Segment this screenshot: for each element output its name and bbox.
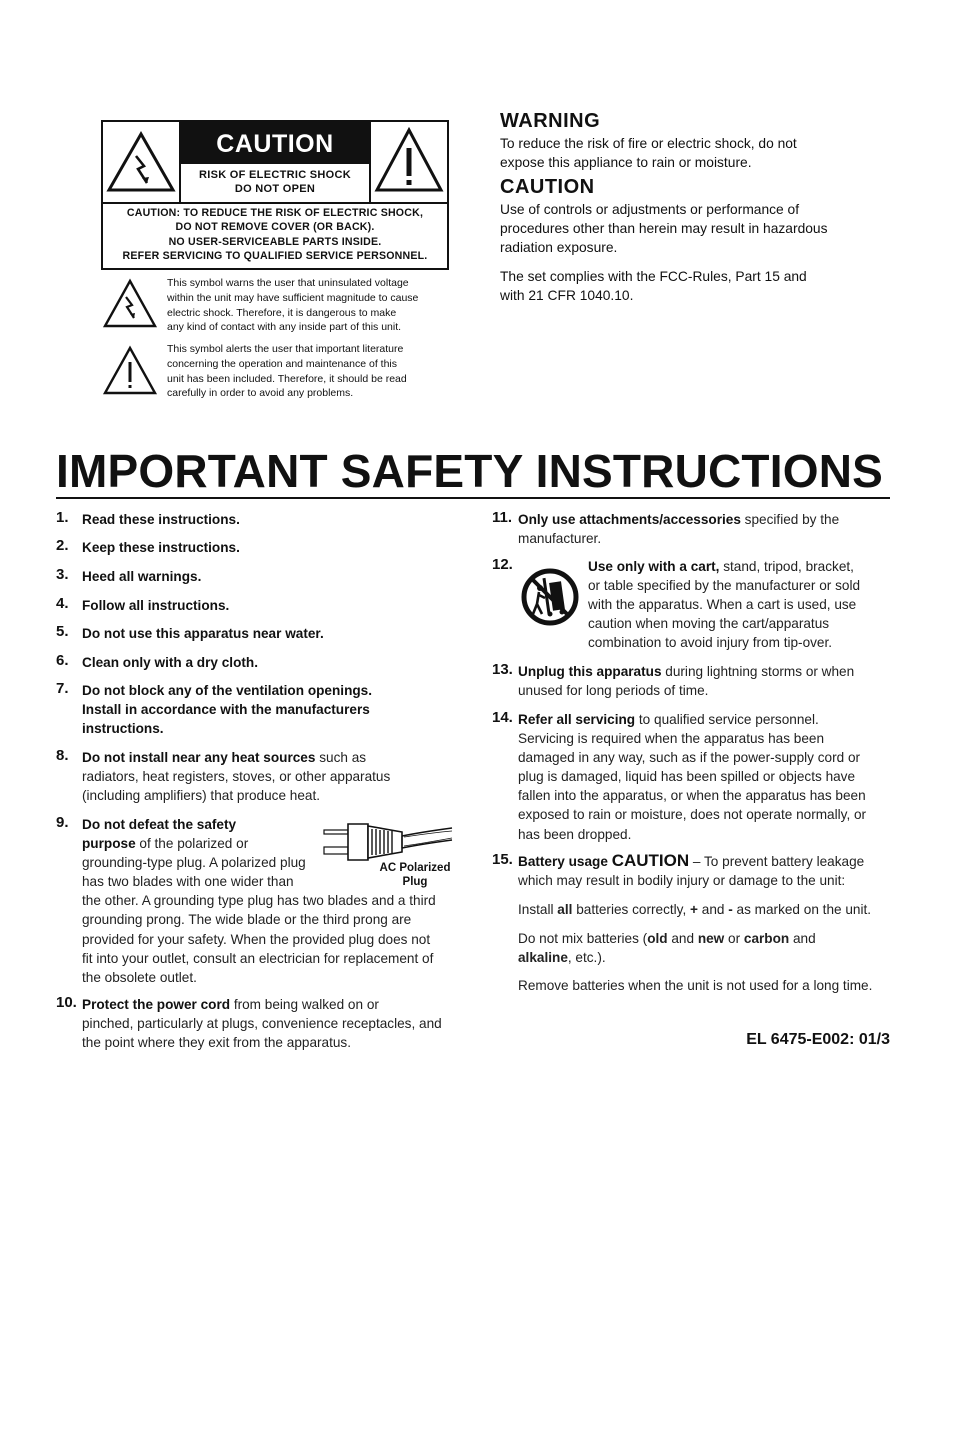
battery-install-note	[518, 900, 871, 919]
text-line: Use of controls or adjustments or performance of	[500, 202, 800, 217]
description-line: unit has been included. Therefore, it should be read	[167, 372, 407, 385]
instruction-text: caution when moving the cart/apparatus	[588, 616, 830, 632]
instruction-text: Follow all instructions.	[82, 598, 230, 613]
note-bold: all	[557, 902, 573, 917]
item-number: 10.	[56, 994, 77, 1011]
instruction-text: during lightning storms or when	[661, 664, 855, 679]
description-line: any kind of contact with any inside part of this unit.	[167, 321, 402, 334]
instruction-text: stand, tripod, bracket,	[719, 559, 854, 574]
instruction-bold: purpose	[82, 836, 136, 852]
ac-polarized-plug-icon	[322, 820, 454, 867]
instruction-bold: Refer all servicing	[518, 712, 636, 727]
item-number: 11.	[492, 509, 513, 526]
item-number: 8.	[56, 747, 69, 764]
note-text: and	[667, 931, 698, 946]
item-number: 14.	[492, 709, 513, 726]
risk-line-2: DO NOT OPEN	[234, 183, 316, 195]
risk-line-1: RISK OF ELECTRIC SHOCK	[198, 169, 352, 181]
text-line: The set complies with the FCC-Rules, Part 15 and	[500, 269, 807, 284]
note-bold: alkaline	[518, 950, 568, 966]
instruction-bold: Do not defeat the safety	[82, 817, 237, 832]
instruction-text: Do not use this apparatus near water.	[82, 626, 324, 641]
caption-line: Plug	[402, 876, 428, 888]
battery-caution-label: CAUTION	[611, 851, 690, 870]
description-line: This symbol warns the user that uninsulated voltage	[167, 277, 409, 289]
instruction-text: pinched, particularly at plugs, convenience receptacles, and	[82, 1016, 442, 1032]
caution-banner: CAUTION	[181, 122, 369, 164]
instruction-14	[518, 710, 866, 844]
instruction-text: has been dropped.	[518, 826, 632, 842]
lightning-symbol-icon	[102, 278, 158, 335]
instruction-text: – To prevent battery leakage	[689, 854, 865, 869]
instruction-text: the other. A grounding type plug has two blades and a third	[82, 893, 436, 909]
exclamation-symbol-icon	[102, 345, 158, 402]
instruction-10	[82, 995, 442, 1052]
instruction-text: manufacturer.	[518, 531, 602, 547]
caution-text-line: DO NOT REMOVE COVER (OR BACK).	[175, 221, 375, 234]
caption-line: AC Polarized	[379, 862, 451, 874]
warning-text	[500, 134, 797, 172]
instruction-text: fit into your outlet, consult an electrician for replacement of	[82, 950, 434, 966]
instruction-text: radiators, heat registers, stoves, or other apparatus	[82, 769, 391, 785]
instruction-text: instructions.	[82, 721, 164, 737]
lightning-warning-icon	[103, 122, 181, 202]
instruction-text: fallen into the apparatus, or when the apparatus has been	[518, 788, 866, 804]
instruction-text: such as	[315, 750, 367, 765]
instruction-text: with the apparatus. When a cart is used, use	[588, 597, 857, 613]
instruction-text: combination to avoid injury from tip-over.	[588, 635, 833, 651]
text-line: To reduce the risk of fire or electric shock, do not	[500, 136, 797, 151]
description-line: concerning the operation and maintenance of this	[167, 357, 397, 370]
instruction-12	[588, 557, 860, 652]
instruction-text: to qualified service personnel.	[635, 712, 819, 727]
note-text: and	[697, 902, 729, 917]
text-line: expose this appliance to rain or moisture.	[500, 155, 752, 171]
instruction-bold: Protect the power cord	[82, 997, 231, 1012]
caution-text-line: NO USER-SERVICEABLE PARTS INSIDE.	[168, 235, 382, 248]
instruction-text: from being walked on or	[230, 997, 379, 1012]
instruction-text: (including amplifiers) that produce heat.	[82, 788, 321, 804]
fcc-compliance-text	[500, 267, 807, 305]
instruction-text: grounding prong. The wide blade or the third prong are	[82, 912, 412, 928]
instruction-text: has two blades with one wider than	[82, 874, 294, 890]
cart-tipover-icon	[518, 568, 582, 631]
instruction-bold: Only use attachments/accessories	[518, 512, 741, 527]
note-text: batteries correctly,	[572, 902, 691, 917]
instruction-4	[82, 596, 229, 615]
warning-heading: WARNING	[500, 110, 601, 132]
instruction-text: Servicing is required when the apparatus has been	[518, 731, 825, 747]
item-number: 13.	[492, 661, 513, 678]
instruction-text: Keep these instructions.	[82, 540, 240, 555]
instruction-text: specified by the	[740, 512, 840, 527]
note-bold: +	[690, 902, 698, 917]
instruction-6	[82, 653, 258, 672]
instruction-text: unused for long periods of time.	[518, 683, 709, 699]
item-number: 9.	[56, 814, 69, 831]
instruction-bold: Do not install near any heat sources	[82, 750, 316, 765]
instruction-text: grounding-type plug. A polarized plug	[82, 855, 306, 871]
item-number: 4.	[56, 595, 69, 612]
instruction-bold: Use only with a cart,	[588, 559, 720, 574]
caution-heading: CAUTION	[500, 176, 595, 198]
instruction-text: the point where they exit from the apparatus.	[82, 1035, 352, 1051]
note-bold: new	[697, 931, 725, 946]
item-number: 2.	[56, 537, 69, 554]
caution-text-line: REFER SERVICING TO QUALIFIED SERVICE PERSONNEL.	[122, 249, 428, 262]
item-number: 6.	[56, 652, 69, 669]
note-text: , etc.).	[567, 950, 606, 966]
caution-label-text	[103, 206, 447, 263]
instruction-text: or table specified by the manufacturer or sold	[588, 578, 861, 594]
instruction-text: which may result in bodily injury or damage to the unit:	[518, 873, 846, 889]
instruction-text: Read these instructions.	[82, 512, 240, 527]
instruction-text: provided for your safety. When the provided plug does not	[82, 931, 431, 947]
exclamation-symbol-description	[167, 342, 457, 401]
instruction-text: damaged in any way, such as if the power-supply cord or	[518, 750, 861, 766]
item-number: 5.	[56, 623, 69, 640]
description-line: carefully in order to avoid any problems.	[167, 387, 354, 400]
text-line: with 21 CFR 1040.10.	[500, 288, 634, 304]
lightning-symbol-description	[167, 276, 457, 335]
description-line: within the unit may have sufficient magnitude to cause	[167, 291, 419, 304]
note-bold: -	[728, 902, 733, 917]
caution-label-top	[103, 122, 447, 204]
instruction-15	[518, 851, 864, 890]
instruction-11	[518, 510, 839, 548]
note-bold: old	[647, 931, 668, 946]
item-number: 12.	[492, 556, 513, 573]
instruction-text: the obsolete outlet.	[82, 969, 197, 985]
text-line: procedures other than herein may result in hazardous	[500, 221, 828, 237]
caution-label-center	[181, 122, 369, 202]
instruction-8	[82, 748, 390, 805]
instruction-text: Do not block any of the ventilation openings.	[82, 683, 373, 698]
note-bold: carbon	[743, 931, 790, 946]
text-line: radiation exposure.	[500, 240, 618, 256]
note-text: as marked on the unit.	[732, 902, 872, 917]
description-line: This symbol alerts the user that important literature	[167, 343, 404, 355]
exclamation-warning-icon	[369, 122, 447, 202]
instruction-text: plug is damaged, liquid has been spilled or objects have	[518, 769, 856, 785]
item-number: 7.	[56, 680, 69, 697]
note-text: Install	[518, 902, 558, 917]
instruction-text: Heed all warnings.	[82, 569, 202, 584]
description-line: electric shock. Therefore, it is dangerous to make	[167, 306, 397, 319]
instruction-1	[82, 510, 240, 529]
instruction-text: exposed to rain or moisture, does not operate normally, or	[518, 807, 867, 823]
caution-text	[500, 200, 827, 258]
caution-label-box	[101, 120, 449, 270]
instruction-2	[82, 538, 240, 557]
note-text: Do not mix batteries (	[518, 931, 648, 946]
document-code: EL 6475-E002: 01/3	[746, 1031, 890, 1048]
instruction-bold: Battery usage	[518, 854, 608, 869]
battery-mix-note	[518, 929, 816, 967]
title-divider	[56, 497, 890, 499]
battery-remove-note: Remove batteries when the unit is not used for a long time.	[518, 978, 873, 993]
note-text: or	[724, 931, 744, 946]
note-text: and	[789, 931, 816, 946]
instruction-7	[82, 681, 372, 738]
instruction-text: Clean only with a dry cloth.	[82, 655, 258, 670]
instruction-text: Install in accordance with the manufacturers	[82, 702, 370, 718]
item-number: 15.	[492, 851, 513, 868]
item-number: 3.	[56, 566, 69, 583]
item-number: 1.	[56, 509, 69, 526]
instruction-text: of the polarized or	[135, 836, 249, 852]
instruction-5	[82, 624, 324, 643]
plug-caption	[370, 861, 460, 889]
page-title: IMPORTANT SAFETY INSTRUCTIONS	[56, 445, 883, 497]
instruction-3	[82, 567, 201, 586]
caution-text-line: CAUTION: TO REDUCE THE RISK OF ELECTRIC SHOCK,	[126, 207, 424, 219]
instruction-13	[518, 662, 854, 700]
instruction-bold: Unplug this apparatus	[518, 664, 662, 679]
